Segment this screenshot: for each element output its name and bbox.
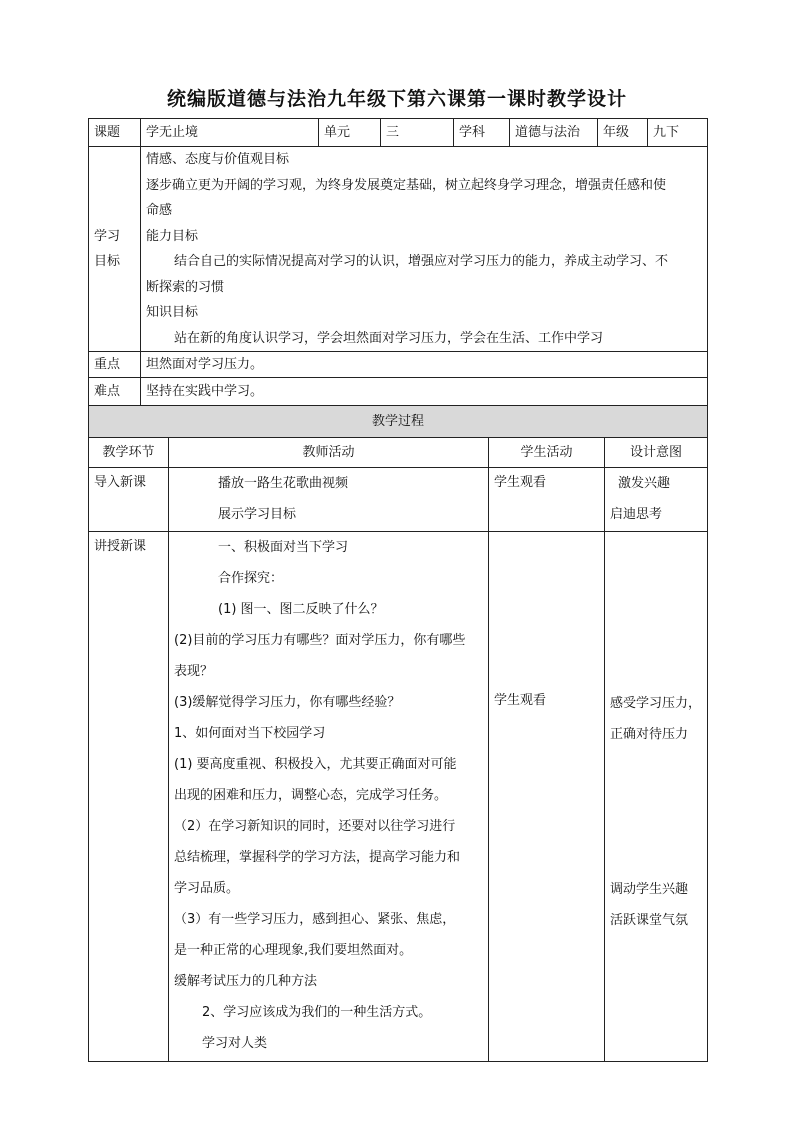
topic-value: 学无止境 [141,119,319,147]
subject-value: 道德与法治 [510,119,598,147]
objectives-row [89,147,708,352]
info-row [89,119,708,147]
key-point-label: 重点 [89,352,141,378]
objective-line: 逐步确立更为开阔的学习观，为终身发展奠定基础，树立起终身学习理念，增强责任感和使 [146,177,667,193]
intro-intent [605,468,708,532]
process-heading-row [89,406,708,438]
grade-value: 九下 [648,119,708,147]
objective-line: 情感、态度与价值观目标 [146,152,290,167]
lecture-line: (1) 要高度重视、积极投入，尤其要正确面对可能 [174,757,457,772]
lecture-line: 是一种正常的心理现象,我们要坦然面对。 [174,943,413,958]
intro-teacher-line: 展示学习目标 [218,507,297,522]
grade-label: 年级 [598,119,648,147]
lecture-line: 缓解考试压力的几种方法 [174,974,318,989]
objective-line: 断探索的习惯 [146,279,225,295]
lecture-intent-line: 活跃课堂气氛 [610,913,689,928]
intro-intent-line: 启迪思考 [610,507,663,522]
intro-student: 学生观看 [489,468,605,532]
lecture-line: 学习品质。 [174,881,240,896]
intro-row [89,468,708,532]
lecture-line: 2、学习应该成为我们的一种生活方式。 [202,1005,432,1020]
lecture-line: 1、如何面对当下校园学习 [174,726,326,741]
process-header-row [89,438,708,468]
key-point-value: 坦然面对学习压力。 [141,352,708,378]
objectives-label: 学习 目标 [89,147,141,352]
lecture-line: 出现的困难和压力，调整心态，完成学习任务。 [174,788,448,803]
process-table [88,405,708,1062]
header-stage: 教学环节 [89,438,169,468]
objective-line: 结合自己的实际情况提高对学习的认识，增强应对学习压力的能力，养成主动学习、不 [174,254,669,269]
intro-intent-line: 激发兴趣 [618,476,671,491]
lecture-intent-line: 正确对待压力 [610,727,689,742]
process-heading: 教学过程 [89,406,708,438]
objective-line: 能力目标 [146,228,199,244]
objective-line: 知识目标 [146,305,199,320]
objective-line: 站在新的角度认识学习，学会坦然面对学习压力，学会在生活、工作中学习 [174,330,604,346]
objective-line: 命感 [146,203,173,218]
subject-label: 学科 [454,119,510,147]
page-title: 统编版道德与法治九年级下第六课第一课时教学设计 [166,88,627,110]
lecture-row [89,532,708,1062]
lecture-line: 合作探究： [218,571,284,586]
lecture-intent [605,532,708,1062]
lecture-intent-line: 调动学生兴趣 [610,882,689,897]
intro-stage: 导入新课 [89,468,169,532]
difficulty-label: 难点 [89,378,141,406]
lecture-line: （2）在学习新知识的同时，还要对以往学习进行 [174,819,456,834]
lecture-line: 总结梳理，掌握科学的学习方法，提高学习能力和 [174,850,461,865]
spacer [610,750,702,874]
lecture-line: (2)目前的学习压力有哪些？面对学压力，你有哪些 [174,633,466,648]
intro-teacher [169,468,489,532]
lecture-intent-line: 感受学习压力， [610,696,702,711]
header-teacher: 教师活动 [169,438,489,468]
unit-value: 三 [381,119,454,147]
header-intent: 设计意图 [605,438,708,468]
lecture-line: (3)缓解觉得学习压力，你有哪些经验？ [174,695,401,710]
lecture-line: 学习对人类 [202,1036,268,1051]
header-student: 学生活动 [489,438,605,468]
lecture-line: （3）有一些学习压力，感到担心、紧张、焦虑， [174,912,456,927]
info-table [88,118,708,406]
topic-label: 课题 [89,119,141,147]
lecture-stage: 讲授新课 [89,532,169,1062]
unit-label: 单元 [319,119,381,147]
lecture-student: 学生观看 [489,532,605,1062]
lecture-line: 一、积极面对当下学习 [218,540,349,555]
difficulty-value: 坚持在实践中学习。 [141,378,708,406]
difficulty-row [89,378,708,406]
lecture-line: 表现？ [174,664,214,679]
lecture-line: (1) 图一、图二反映了什么？ [218,602,384,617]
objectives-content [141,147,708,352]
lecture-teacher [169,532,489,1062]
key-point-row [89,352,708,378]
intro-teacher-line: 播放一路生花歌曲视频 [218,476,349,491]
